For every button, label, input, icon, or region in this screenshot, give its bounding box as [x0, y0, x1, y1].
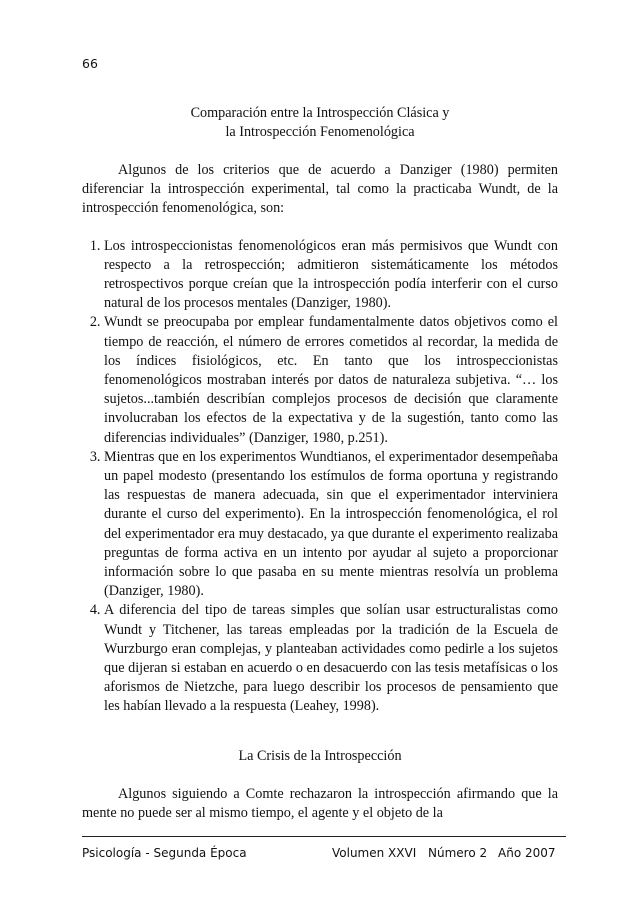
footer-number: Número 2 [428, 846, 488, 860]
footer-divider [82, 836, 566, 837]
section-title-line-1: Comparación entre la Introspección Clásica y [190, 105, 450, 121]
footer-year: Año 2007 [498, 846, 556, 860]
criteria-item-1: 1. Los introspeccionistas fenomenológicos eran más permisivos que Wundt con respecto a la retrospección; admitieron sistemáticamente los métodos retrospectivos porque creían que la introspección podía interferir con el curso natural de los procesos mentales (Danziger, 1980). [104, 237, 558, 314]
section-heading: La Crisis de la Introspección [238, 747, 402, 764]
section-title [82, 104, 558, 141]
footer-volume: Volumen XXVI [332, 846, 417, 860]
page-number: 66 [82, 56, 98, 71]
footer-journal: Psicología - Segunda Época [82, 846, 247, 860]
criteria-item-4: 4. A diferencia del tipo de tareas simples que solían usar estructuralistas como Wundt y Titchener, las tareas empleadas por la tradición de la Escuela de Wurzburgo eran complejas, y planteaban actividades como pedirle a los sujetos que dijeran si estaban en acuerdo o en desacuerdo con las tesis metafísicas o los aforismos de Nietzche, para luego describir los procesos de pensamiento que les habían llevado a la respuesta (Leahey, 1998). [104, 601, 558, 716]
page-body [82, 104, 558, 841]
criteria-item-3: 3. Mientras que en los experimentos Wundtianos, el experimentador desempeñaba un papel modesto (presentando los estímulos de forma oportuna y registrando las respuestas de manera adecuada, sin que el experimentador interviniera durante el curso del experimento). En la introspección fenomenológica, el rol del experimentador era muy destacado, ya que durante el experimento realizaba preguntas de forma activa en un intento por ayudar al sujeto a proporcionar información sobre lo que pasaba en su mente mientras resolvía un problema (Danziger, 1980). [104, 448, 558, 602]
criteria-list [82, 237, 558, 717]
section-title-line-2: la Introspección Fenomenológica [225, 123, 415, 140]
intro-paragraph: Algunos de los criterios que de acuerdo a Danziger (1980) permiten diferenciar la introspección experimental, tal como la practicaba Wundt, de la introspección fenomenológica, son: [82, 162, 558, 217]
criteria-item-2: 2. Wundt se preocupaba por emplear fundamentalmente datos objetivos como el tiempo de reacción, el número de errores cometidos al recordar, la medida de los índices fisiológicos, etc. En tanto que los introspeccionistas fenomenológicos mostraban interés por datos de naturaleza subjetiva. “… los sujetos...también describían complejos procesos de decisión que claramente involucraban los efectos de la expectativa y de la sugestión, tanto como las diferencias individuales” (Danziger, 1980, p.251). [104, 313, 558, 447]
closing-paragraph: Algunos siguiendo a Comte rechazaron la introspección afirmando que la mente no puede ser al mismo tiempo, el agente y el objeto de la [82, 785, 558, 822]
